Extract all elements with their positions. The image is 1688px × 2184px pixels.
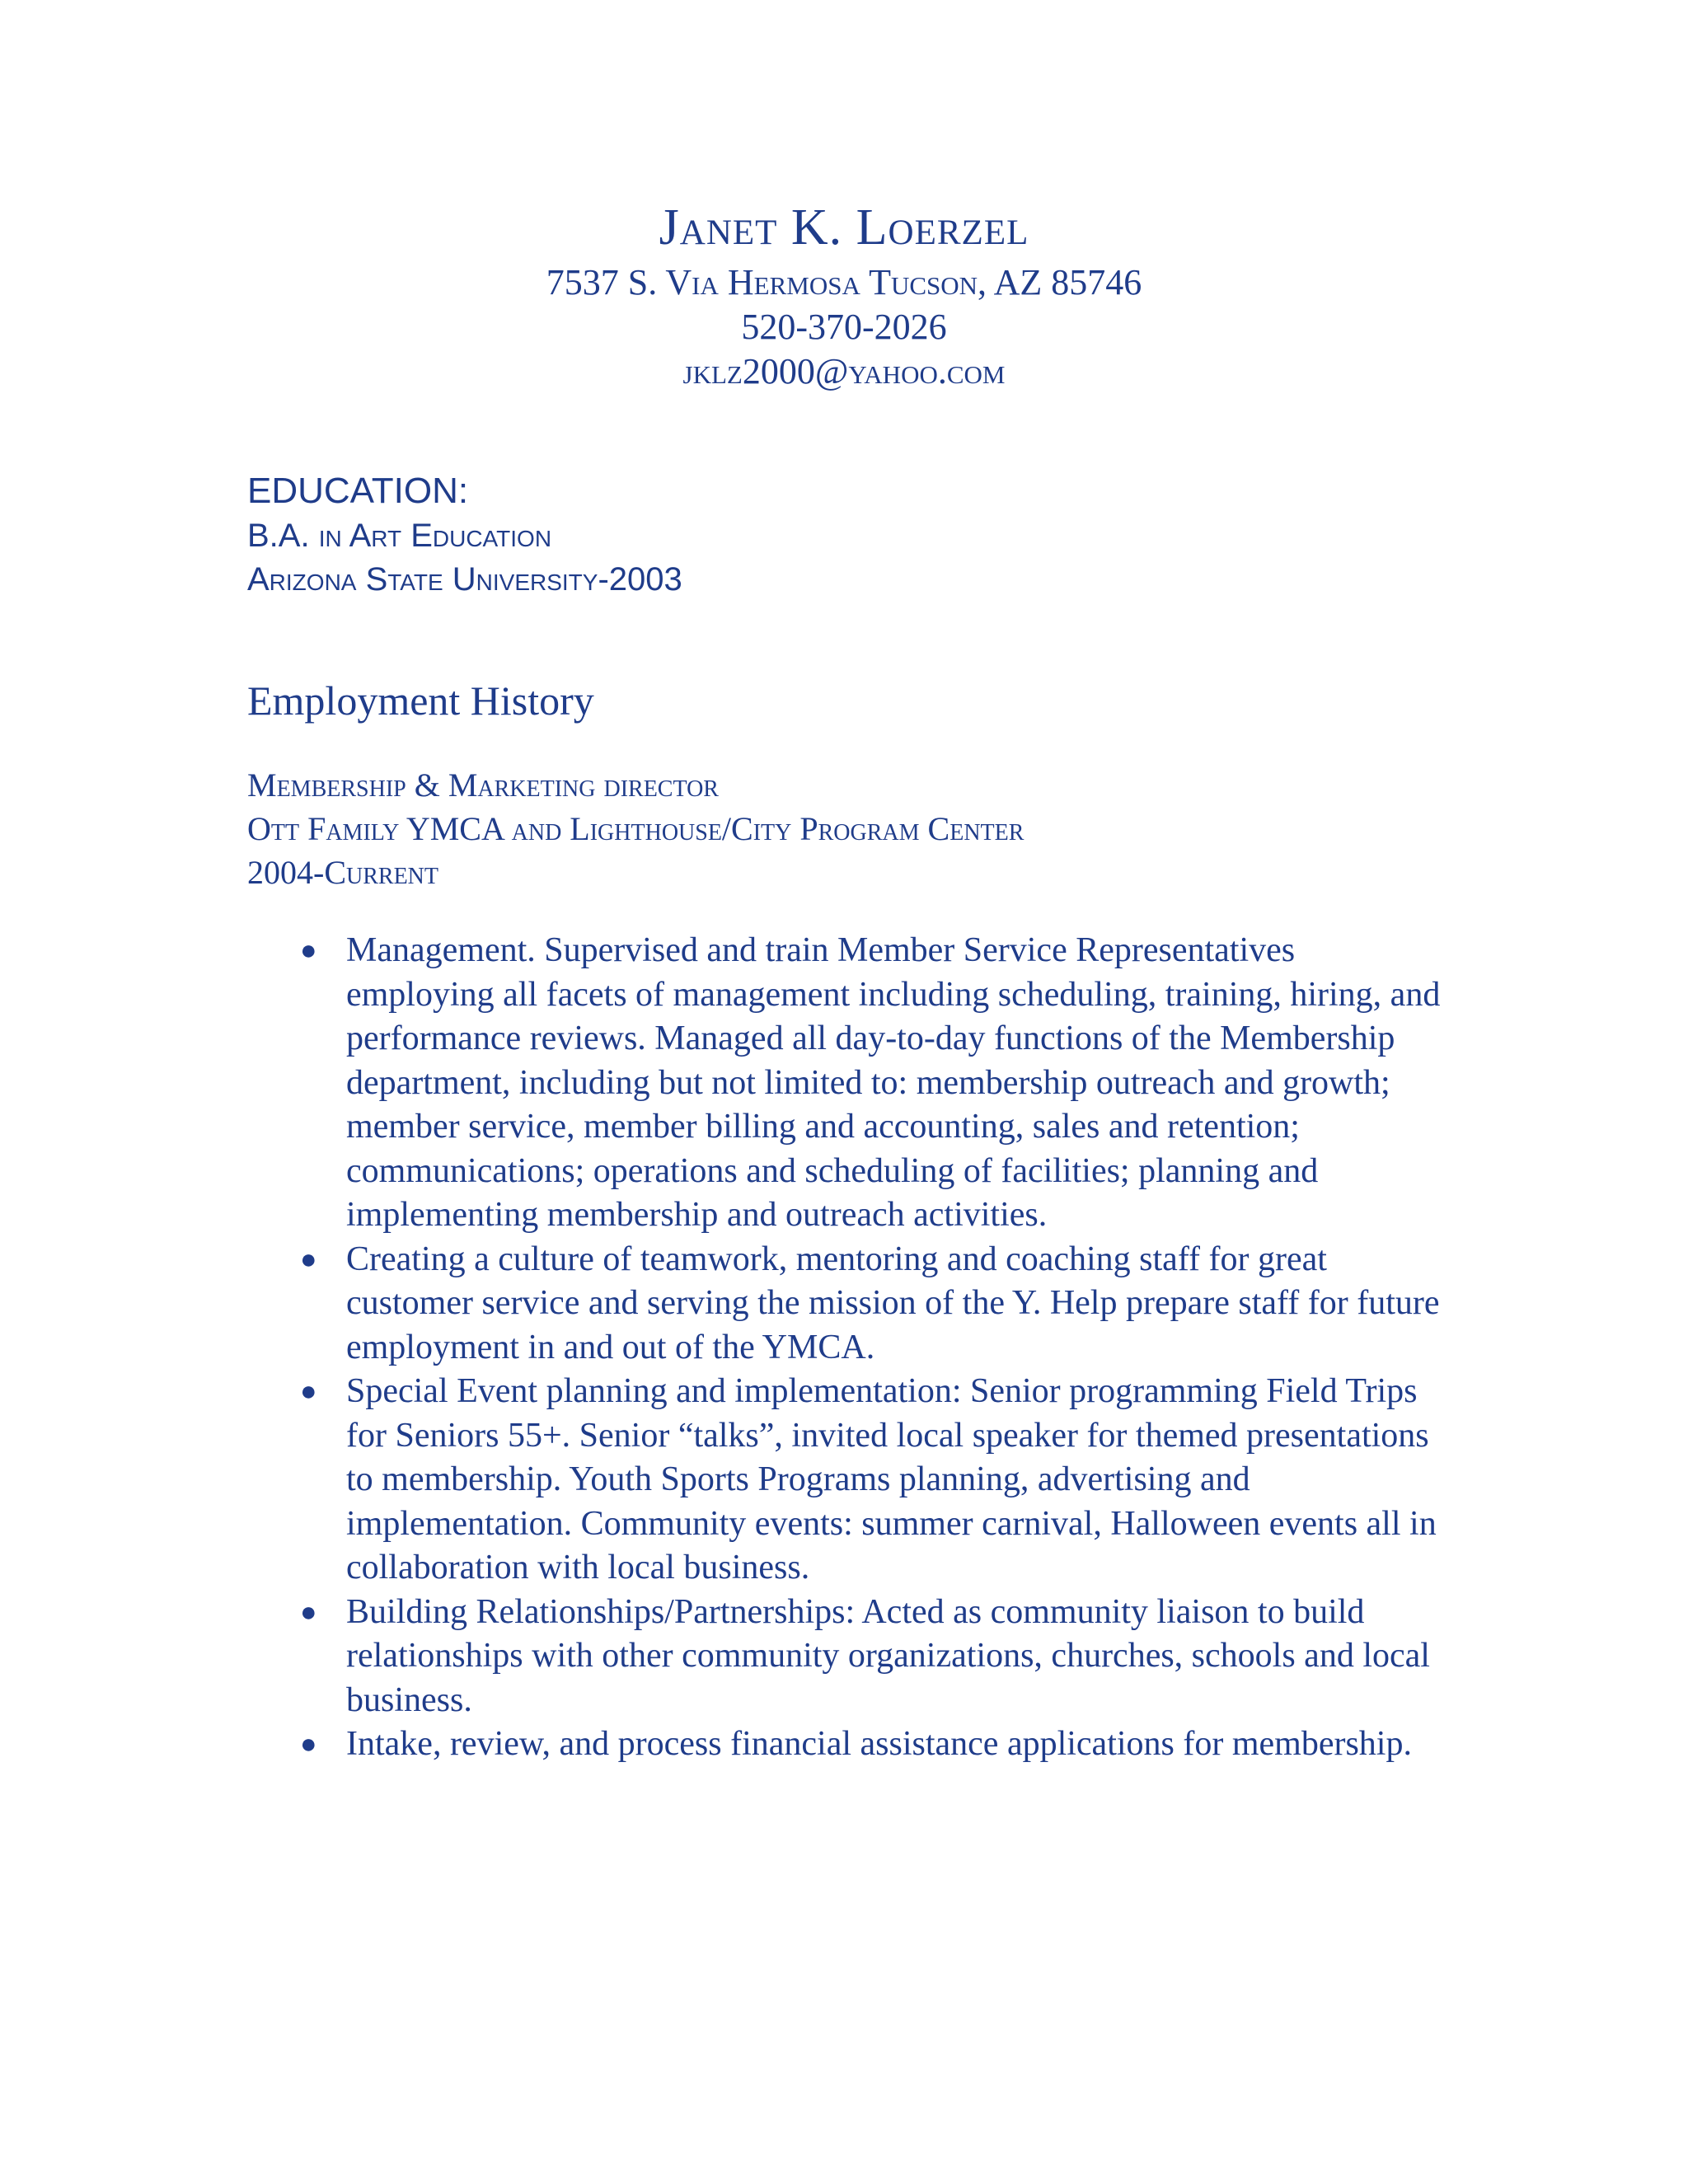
candidate-name: Janet K. Loerzel (659, 199, 1029, 255)
responsibilities-list (247, 929, 1442, 1767)
bullet-icon: ● (300, 1244, 317, 1275)
bullet-icon: ● (300, 1596, 317, 1628)
bullet-icon: ● (300, 935, 317, 966)
list-item (247, 1722, 1442, 1767)
education-heading: EDUCATION: (247, 471, 469, 511)
list-item (247, 1591, 1442, 1723)
bullet-icon: ● (300, 1729, 317, 1760)
job-organization: Ott Family YMCA and Lighthouse/City Program Center (247, 810, 1025, 847)
list-item-text: Creating a culture of teamwork, mentoring and coaching staff for great customer service and serving the mission of the Y. Help prepare staff for future employment in and out of the YMCA. (346, 1240, 1440, 1366)
email-line: jklz2000@yahoo.com (682, 351, 1006, 391)
list-item-text: Intake, review, and process financial assistance applications for membership. (346, 1725, 1412, 1763)
list-item (247, 1370, 1442, 1591)
bullet-icon: ● (300, 1376, 317, 1407)
employment-section (247, 674, 1442, 1767)
list-item (247, 1238, 1442, 1371)
phone-line: 520-370-2026 (741, 307, 947, 347)
list-item (247, 929, 1442, 1238)
job-dates: 2004-Current (247, 854, 438, 891)
education-section (247, 468, 682, 602)
school-line: Arizona State University-2003 (247, 561, 682, 598)
degree-line: B.A. in Art Education (247, 518, 552, 554)
employment-heading: Employment History (247, 677, 594, 724)
list-item-text: Building Relationships/Partnerships: Acted as community liaison to build relationships with other community organizations, churches, schools and local business. (346, 1592, 1430, 1719)
list-item-text: Management. Supervised and train Member Service Representatives employing all facets of management including scheduling, training, hiring, and performance reviews. Managed all day-to-day functions of the Membership department, including but not limited to: membership outreach and growth; member service, member billing and accounting, sales and retention; communications; operations and scheduling of facilities; planning and implementing membership and outreach activities. (346, 931, 1441, 1234)
list-item-text: Special Event planning and implementation: Senior programming Field Trips for Seniors 55+. Senior “talks”, invited local speaker for themed presentations to membership. Youth Sports Programs planning, advertising and implementation. Community events: summer carnival, Halloween events all in collaboration with local business. (346, 1372, 1437, 1586)
job-title: Membership & Marketing director (247, 766, 719, 804)
address-line: 7537 S. Via Hermosa Tucson, AZ 85746 (546, 262, 1142, 302)
resume-header (0, 194, 1688, 394)
